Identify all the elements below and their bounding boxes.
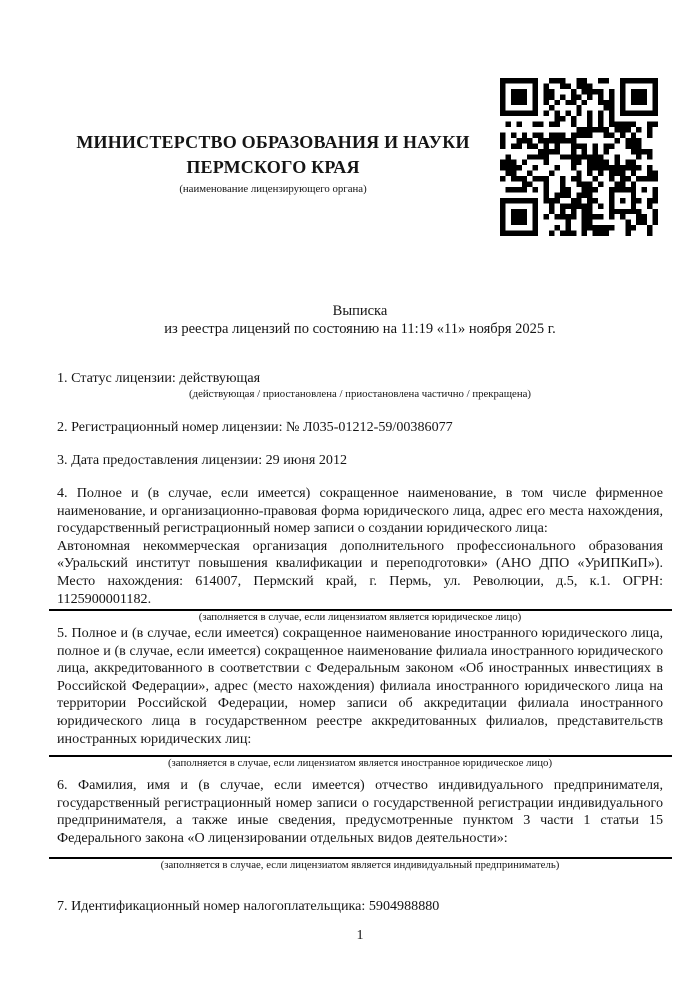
foreign-entity-caption: (заполняется в случае, если лицензиатом является иностранное юридическое лицо)	[167, 757, 553, 770]
ministry-caption: (наименование лицензирующего органа)	[179, 183, 367, 195]
item-license-grant-date	[57, 452, 663, 470]
item-taxpayer-number	[57, 898, 663, 916]
ministry-name-line1: МИНИСТЕРСТВО ОБРАЗОВАНИЯ И НАУКИ	[76, 132, 470, 152]
foreign-entity-label: 5. Полное и (в случае, если имеется) сокращенное наименование иностранного юридического лица, полное и (в случае, если имеется) сокращенное наименование филиала иностранного юридического лица, аккредитованного в соответствии с Федеральным законом «Об иностранных инвестициях в Российской Федерации», адрес (место нахождения) филиала иностранного юридического лица на территории Российской Федерации, номер записи об аккредитации филиала иностранного юридического лица в государственном реестре аккредитованных филиалов, представительств иностранных юридических лиц:	[57, 625, 663, 747]
legal-entity-value: Автономная некоммерческая организация дополнительного профессионального образования «Уральский институт повышения квалификации и переподготовки» (АНО ДПО «УрИПКиП»). Место нахождения: 614007, Пермский край, г. Пермь, ул. Революции, д.5, к.1. ОГРН: 1125900001182.	[57, 537, 663, 607]
taxpayer-number-text: 7. Идентификационный номер налогоплательщика: 5904988880	[57, 898, 440, 914]
qr-code-icon	[500, 78, 658, 236]
individual-entrepreneur-label: 6. Фамилия, имя и (в случае, если имеется) отчество индивидуального предпринимателя, государственный регистрационный номер записи о государственной регистрации индивидуального предпринимателя, а также иные сведения, предусмотренные пунктом 3 части 1 статьи 15 Федерального закона «О лицензировании отдельных видов деятельности»:	[57, 777, 663, 846]
document-title	[57, 302, 663, 338]
legal-entity-caption: (заполняется в случае, если лицензиатом является юридическое лицо)	[198, 611, 522, 624]
license-status-caption: (действующая / приостановлена / приостановлена частично / прекращена)	[189, 387, 531, 400]
licensing-authority-header	[57, 130, 489, 196]
document-title-line1: Выписка	[332, 303, 388, 319]
item-registration-number	[57, 419, 663, 437]
license-status-text: 1. Статус лицензии: действующая	[57, 370, 261, 386]
document-title-line2: из реестра лицензий по состоянию на 11:19 «11» ноября 2025 г.	[164, 321, 556, 337]
ministry-name-line2: ПЕРМСКОГО КРАЯ	[186, 157, 360, 177]
item-license-status	[57, 370, 663, 401]
page-number: 1	[356, 928, 364, 943]
item-individual-entrepreneur	[57, 777, 663, 872]
legal-entity-label: 4. Полное и (в случае, если имеется) сокращенное наименование, в том числе фирменное наименование, и организационно-правовая форма юридического лица, адрес его места нахождения, государственный регистрационный номер записи о создании юридического лица:	[57, 485, 663, 537]
individual-entrepreneur-caption: (заполняется в случае, если лицензиатом является индивидуальный предприниматель)	[160, 859, 560, 872]
item-legal-entity	[57, 485, 663, 624]
license-grant-date-text: 3. Дата предоставления лицензии: 29 июня 2012	[57, 452, 348, 468]
registration-number-text: 2. Регистрационный номер лицензии: № Л035-01212-59/00386077	[57, 419, 453, 435]
item-foreign-entity	[57, 625, 663, 770]
